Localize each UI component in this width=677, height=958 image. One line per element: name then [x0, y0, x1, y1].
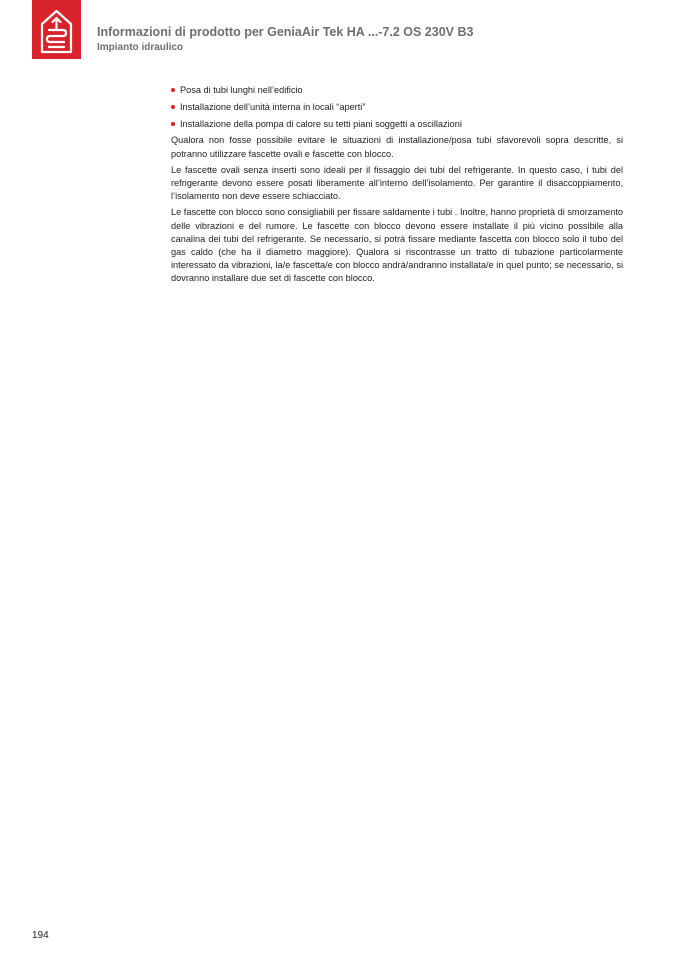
- list-item-text: Posa di tubi lunghi nell’edificio: [180, 85, 303, 95]
- page-header: [97, 24, 657, 55]
- list-item: [171, 118, 623, 131]
- body-content: [171, 84, 623, 289]
- document-title: Informazioni di prodotto per GeniaAir Tek HA ...-7.2 OS 230V B3: [97, 25, 474, 39]
- list-item: [171, 101, 623, 114]
- paragraph: Le fascette ovali senza inserti sono ideali per il fissaggio dei tubi del refrigerante. In questo caso, i tubi del refrigerante devono essere posati liberamente all’interno dell’isolamento. Per garantire il disaccoppiamento, l’isolamento non deve essere schiacciato.: [171, 164, 623, 202]
- paragraph: Qualora non fosse possibile evitare le situazioni di installazione/posa tubi sfavorevoli sopra descritte, si potranno utilizzare fascette ovali e fascette con blocco.: [171, 135, 623, 159]
- house-with-pipes-icon: [32, 0, 81, 59]
- list-item-text: Installazione dell’unità interna in locali “aperti”: [180, 101, 366, 112]
- logo: [32, 0, 81, 59]
- bullet-icon: [171, 122, 175, 126]
- section-subtitle: Impianto idraulico: [97, 42, 184, 53]
- paragraph: Le fascette con blocco sono consigliabili per fissare saldamente i tubi . Inoltre, hanno proprietà di smorzamento delle vibrazioni e del rumore. Le fascette con blocco devono essere installate il più vicino possibile alla canalina dei tubi del refrigerante. Se necessario, si potrà fissare mediante fascetta con blocco solo il tubo del gas caldo (che ha il diametro maggiore). Qualora si riscontrasse un tratto di tubazione particolarmente interessato da vibrazioni, la/e fascetta/e con blocco andrà/andranno installata/e in quel punto; se necessario, si dovranno installare due set di fascette con blocco.: [171, 207, 623, 284]
- list-item: [171, 84, 623, 97]
- bullet-icon: [171, 88, 175, 92]
- bullet-list: [171, 84, 623, 131]
- list-item-text: Installazione della pompa di calore su tetti piani soggetti a oscillazioni: [180, 118, 462, 129]
- page-number: 194: [32, 930, 49, 941]
- bullet-icon: [171, 105, 175, 109]
